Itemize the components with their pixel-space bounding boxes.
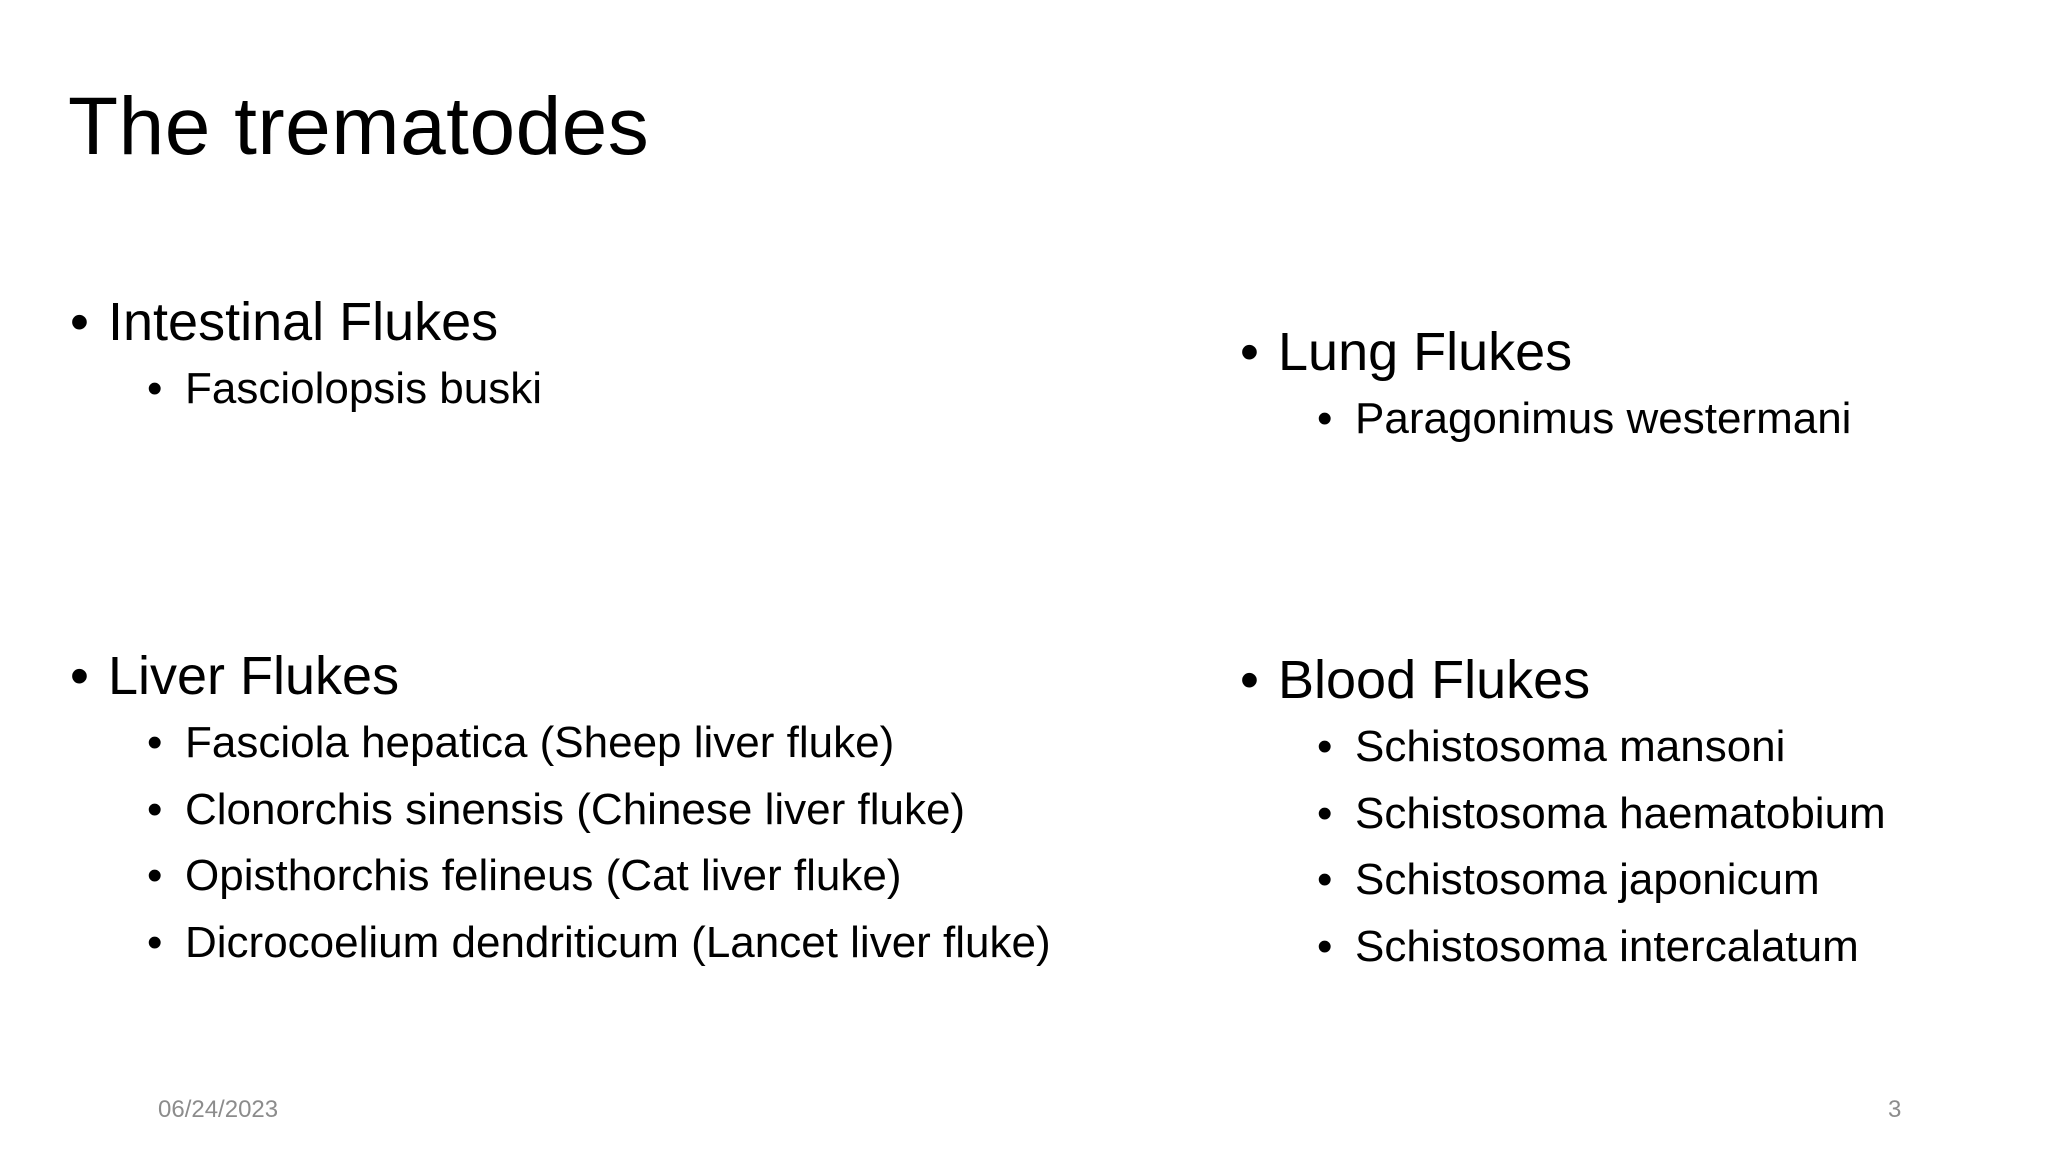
bullet-dot-icon: • xyxy=(70,292,89,352)
sub-bullet-item xyxy=(68,843,1051,910)
sub-bullet-item xyxy=(68,710,1051,777)
bullet-item xyxy=(1238,318,1851,386)
group-label: Intestinal Flukes xyxy=(108,292,499,352)
group-intestinal-flukes xyxy=(68,288,542,423)
species-name: Fasciolopsis buski xyxy=(185,364,543,413)
sub-bullet-item xyxy=(68,910,1051,977)
bullet-dot-icon: • xyxy=(70,646,89,706)
bullet-dot-icon: • xyxy=(1317,722,1333,771)
sub-bullet-list xyxy=(68,356,542,423)
sub-bullet-list xyxy=(1238,386,1851,453)
species-name: Schistosoma intercalatum xyxy=(1355,921,1859,971)
group-lung-flukes xyxy=(1238,318,1851,453)
bullet-dot-icon: • xyxy=(1317,788,1333,838)
bullet-dot-icon: • xyxy=(1240,650,1259,710)
sub-bullet-item xyxy=(1238,781,1886,848)
bullet-dot-icon: • xyxy=(147,364,163,413)
bullet-item xyxy=(1238,646,1886,714)
species-name: Schistosoma haematobium xyxy=(1355,788,1886,838)
species-name: Paragonimus westermani xyxy=(1355,394,1852,443)
bullet-dot-icon: • xyxy=(1317,921,1333,971)
bullet-dot-icon: • xyxy=(1240,322,1259,382)
slide-page-number: 3 xyxy=(1888,1096,1902,1123)
bullet-item xyxy=(68,288,542,356)
group-label: Blood Flukes xyxy=(1278,650,1591,710)
sub-bullet-list xyxy=(68,710,1051,976)
species-name: Dicrocoelium dendriticum (Lancet liver fluke) xyxy=(185,917,1051,967)
bullet-dot-icon: • xyxy=(147,917,163,967)
bullet-item xyxy=(68,642,1051,710)
slide-title: The trematodes xyxy=(68,81,650,172)
bullet-dot-icon: • xyxy=(147,718,163,767)
sub-bullet-item xyxy=(1238,847,1886,914)
bullet-dot-icon: • xyxy=(147,784,163,834)
sub-bullet-item xyxy=(68,356,542,423)
species-name: Schistosoma japonicum xyxy=(1355,855,1820,904)
species-name: Clonorchis sinensis (Chinese liver fluke) xyxy=(185,784,966,834)
group-liver-flukes xyxy=(68,642,1051,976)
footer-date: 06/24/2023 xyxy=(158,1096,279,1123)
bullet-dot-icon: • xyxy=(147,851,163,900)
species-name: Opisthorchis felineus (Cat liver fluke) xyxy=(185,851,902,900)
sub-bullet-item xyxy=(1238,386,1851,453)
sub-bullet-list xyxy=(1238,714,1886,980)
species-name: Fasciola hepatica (Sheep liver fluke) xyxy=(185,718,895,767)
group-blood-flukes xyxy=(1238,646,1886,980)
sub-bullet-item xyxy=(1238,914,1886,981)
bullet-dot-icon: • xyxy=(1317,394,1333,443)
species-name: Schistosoma mansoni xyxy=(1355,722,1786,771)
bullet-dot-icon: • xyxy=(1317,855,1333,904)
group-label: Lung Flukes xyxy=(1278,322,1573,382)
sub-bullet-item xyxy=(68,777,1051,844)
sub-bullet-item xyxy=(1238,714,1886,781)
group-label: Liver Flukes xyxy=(108,646,400,706)
